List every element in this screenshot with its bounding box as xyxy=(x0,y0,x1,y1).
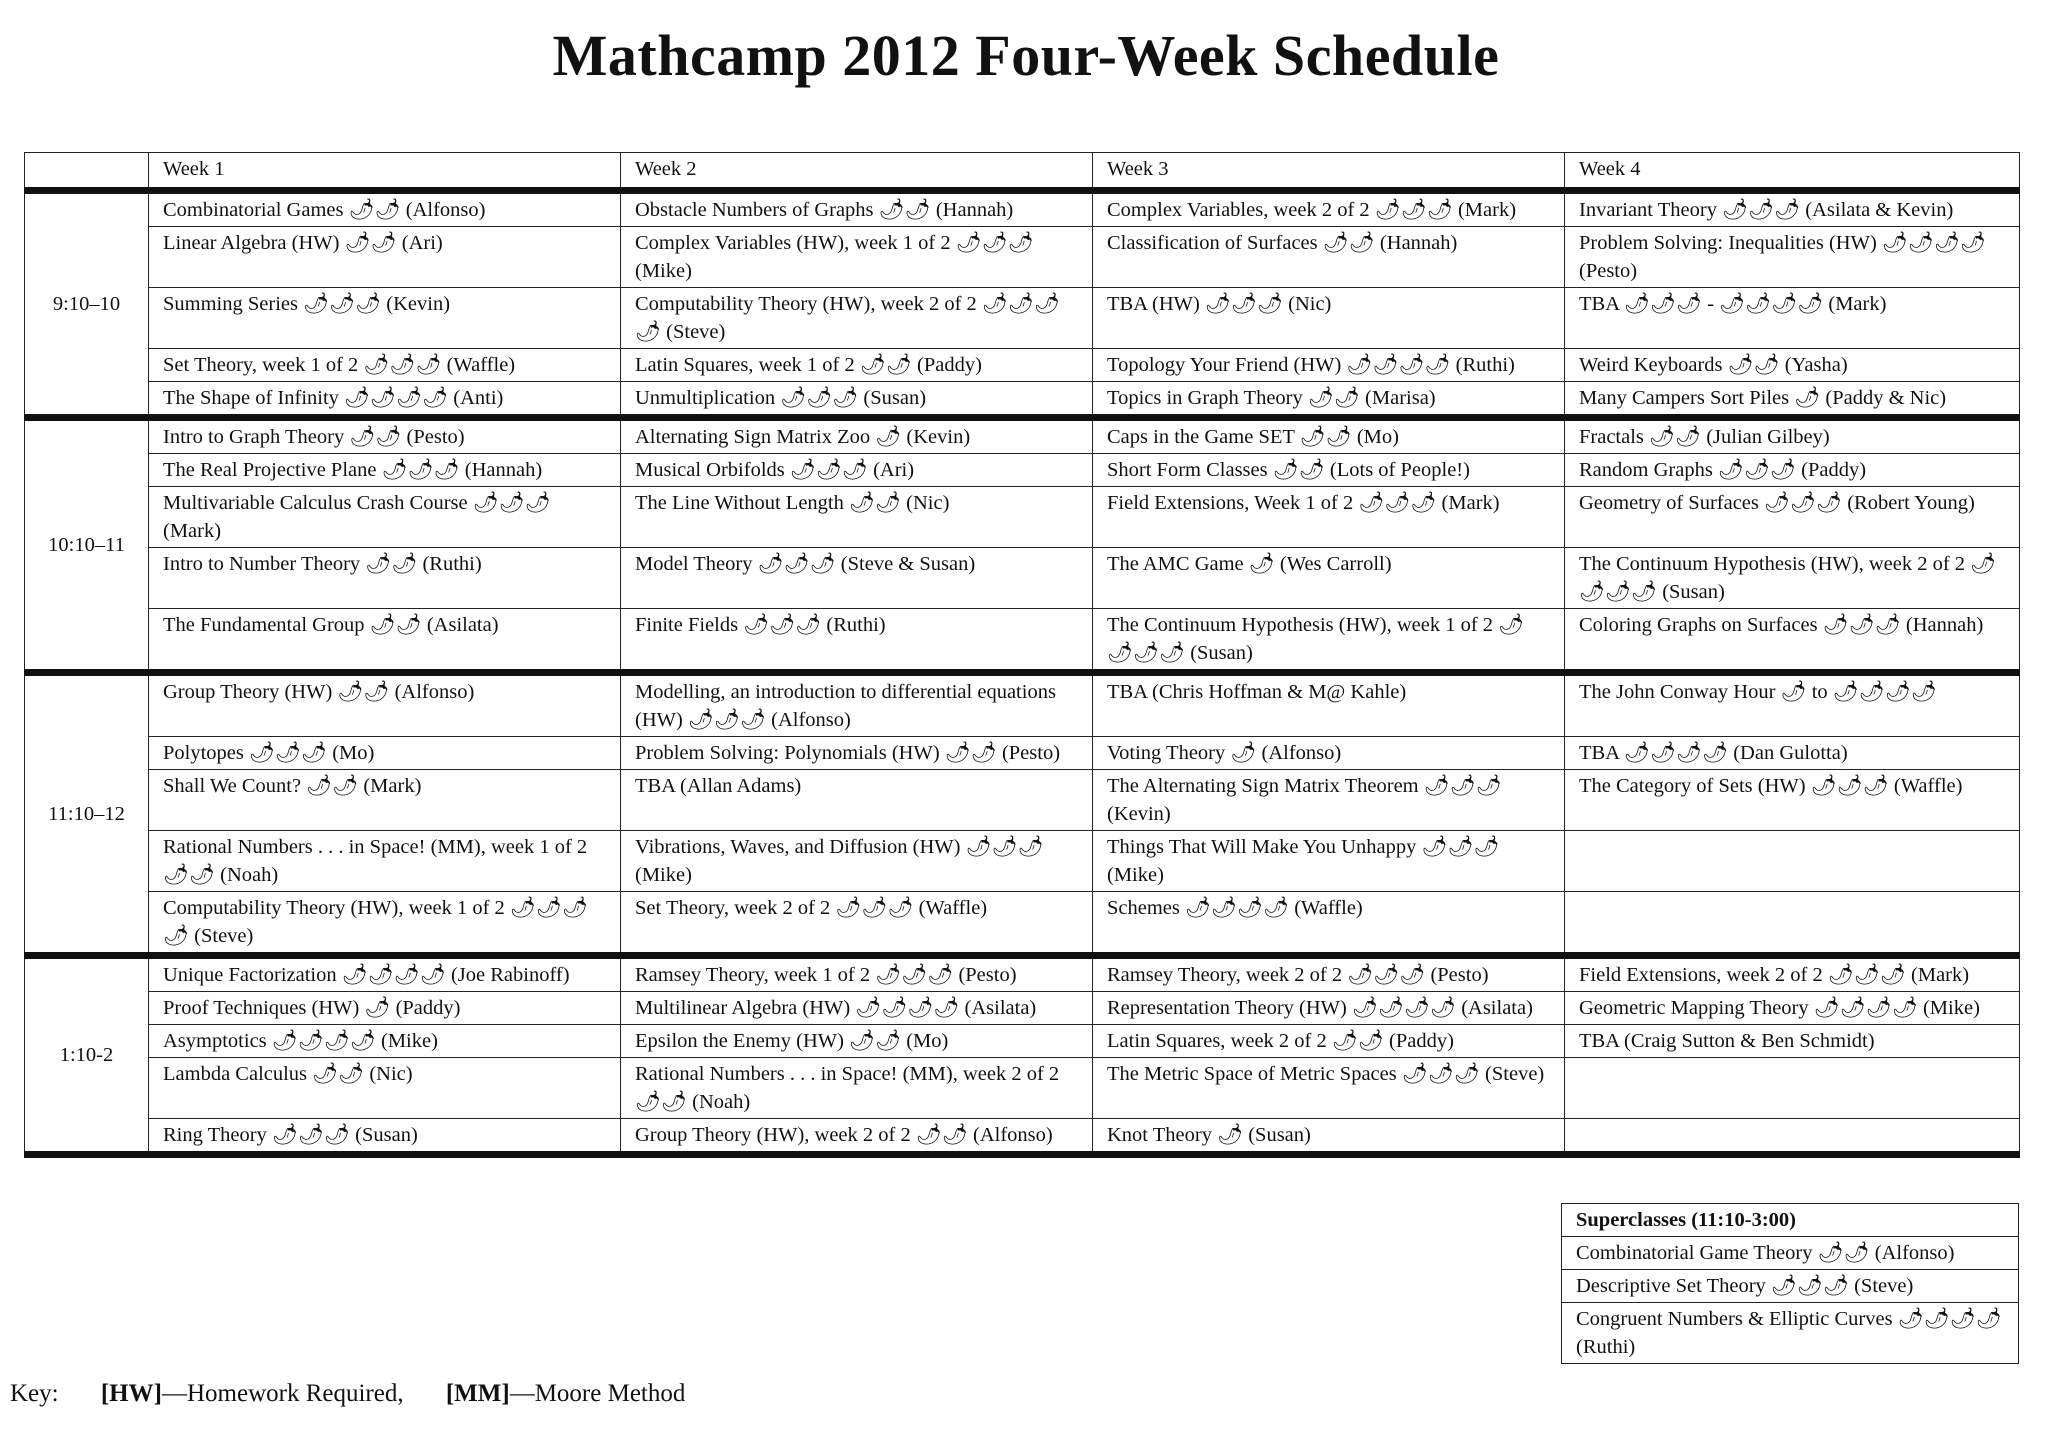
key-hw-abbr: [HW] xyxy=(100,1380,162,1407)
class-cell: TBA (Chris Hoffman & M@ Kahle) xyxy=(1093,673,1565,737)
class-cell: Computability Theory (HW), week 1 of 2 🌶🌶🌶🌶 (Steve) xyxy=(149,892,621,956)
time-slot-label: 1:10-2 xyxy=(25,956,149,1155)
class-cell: Coloring Graphs on Surfaces 🌶🌶🌶 (Hannah) xyxy=(1565,609,2020,673)
class-cell: Weird Keyboards 🌶🌶 (Yasha) xyxy=(1565,349,2020,382)
class-cell: The Category of Sets (HW) 🌶🌶🌶 (Waffle) xyxy=(1565,770,2020,831)
schedule-row xyxy=(25,487,2020,548)
class-cell: Classification of Surfaces 🌶🌶 (Hannah) xyxy=(1093,227,1565,288)
class-cell: TBA (Allan Adams) xyxy=(621,770,1093,831)
class-cell: The Continuum Hypothesis (HW), week 2 of 2 🌶🌶🌶🌶 (Susan) xyxy=(1565,548,2020,609)
class-cell: Problem Solving: Inequalities (HW) 🌶🌶🌶🌶 (Pesto) xyxy=(1565,227,2020,288)
class-cell: TBA 🌶🌶🌶🌶 (Dan Gulotta) xyxy=(1565,737,2020,770)
schedule-body xyxy=(25,153,2020,1155)
class-cell: TBA 🌶🌶🌶 - 🌶🌶🌶🌶 (Mark) xyxy=(1565,288,2020,349)
key-mm-abbr: [MM] xyxy=(445,1380,510,1407)
class-cell: Geometry of Surfaces 🌶🌶🌶 (Robert Young) xyxy=(1565,487,2020,548)
class-cell: Finite Fields 🌶🌶🌶 (Ruthi) xyxy=(621,609,1093,673)
class-cell: The Shape of Infinity 🌶🌶🌶🌶 (Anti) xyxy=(149,382,621,418)
class-cell: Group Theory (HW), week 2 of 2 🌶🌶 (Alfonso) xyxy=(621,1119,1093,1155)
class-cell: Model Theory 🌶🌶🌶 (Steve & Susan) xyxy=(621,548,1093,609)
superclass-item: Descriptive Set Theory 🌶🌶🌶 (Steve) xyxy=(1562,1270,2019,1303)
schedule-row xyxy=(25,892,2020,956)
class-cell: TBA (Craig Sutton & Ben Schmidt) xyxy=(1565,1025,2020,1058)
class-cell: Epsilon the Enemy (HW) 🌶🌶 (Mo) xyxy=(621,1025,1093,1058)
class-cell xyxy=(1565,1058,2020,1119)
class-cell: Obstacle Numbers of Graphs 🌶🌶 (Hannah) xyxy=(621,191,1093,227)
schedule-row xyxy=(25,288,2020,349)
week-header: Week 2 xyxy=(621,153,1093,191)
class-cell: Polytopes 🌶🌶🌶 (Mo) xyxy=(149,737,621,770)
class-cell: Intro to Graph Theory 🌶🌶 (Pesto) xyxy=(149,418,621,454)
class-cell: Voting Theory 🌶 (Alfonso) xyxy=(1093,737,1565,770)
class-cell: Problem Solving: Polynomials (HW) 🌶🌶 (Pesto) xyxy=(621,737,1093,770)
class-cell: Latin Squares, week 2 of 2 🌶🌶 (Paddy) xyxy=(1093,1025,1565,1058)
schedule-row xyxy=(25,1058,2020,1119)
schedule-row xyxy=(25,1119,2020,1155)
class-cell: Set Theory, week 2 of 2 🌶🌶🌶 (Waffle) xyxy=(621,892,1093,956)
class-cell: Lambda Calculus 🌶🌶 (Nic) xyxy=(149,1058,621,1119)
class-cell: Ramsey Theory, week 1 of 2 🌶🌶🌶 (Pesto) xyxy=(621,956,1093,992)
class-cell xyxy=(1565,831,2020,892)
class-cell: Ramsey Theory, week 2 of 2 🌶🌶🌶 (Pesto) xyxy=(1093,956,1565,992)
class-cell: The John Conway Hour 🌶 to 🌶🌶🌶🌶 xyxy=(1565,673,2020,737)
class-cell: Proof Techniques (HW) 🌶 (Paddy) xyxy=(149,992,621,1025)
class-cell: Combinatorial Games 🌶🌶 (Alfonso) xyxy=(149,191,621,227)
class-cell: Field Extensions, week 2 of 2 🌶🌶🌶 (Mark) xyxy=(1565,956,2020,992)
class-cell: Rational Numbers . . . in Space! (MM), week 1 of 2 🌶🌶 (Noah) xyxy=(149,831,621,892)
class-cell: The Line Without Length 🌶🌶 (Nic) xyxy=(621,487,1093,548)
class-cell: Complex Variables, week 2 of 2 🌶🌶🌶 (Mark) xyxy=(1093,191,1565,227)
class-cell: Random Graphs 🌶🌶🌶 (Paddy) xyxy=(1565,454,2020,487)
class-cell xyxy=(1565,1119,2020,1155)
class-cell: Caps in the Game SET 🌶🌶 (Mo) xyxy=(1093,418,1565,454)
class-cell: Computability Theory (HW), week 2 of 2 🌶🌶🌶🌶 (Steve) xyxy=(621,288,1093,349)
class-cell: Summing Series 🌶🌶🌶 (Kevin) xyxy=(149,288,621,349)
time-slot-label: 10:10–11 xyxy=(25,418,149,673)
class-cell: Musical Orbifolds 🌶🌶🌶 (Ari) xyxy=(621,454,1093,487)
schedule-row xyxy=(25,831,2020,892)
schedule-row xyxy=(25,737,2020,770)
class-cell: The Alternating Sign Matrix Theorem 🌶🌶🌶 (Kevin) xyxy=(1093,770,1565,831)
week-header-row xyxy=(25,153,2020,191)
class-cell: The Metric Space of Metric Spaces 🌶🌶🌶 (Steve) xyxy=(1093,1058,1565,1119)
time-slot-label: 11:10–12 xyxy=(25,673,149,956)
class-cell: Things That Will Make You Unhappy 🌶🌶🌶 (Mike) xyxy=(1093,831,1565,892)
class-cell: Geometric Mapping Theory 🌶🌶🌶🌶 (Mike) xyxy=(1565,992,2020,1025)
schedule-row xyxy=(25,992,2020,1025)
class-cell: Latin Squares, week 1 of 2 🌶🌶 (Paddy) xyxy=(621,349,1093,382)
class-cell: TBA (HW) 🌶🌶🌶 (Nic) xyxy=(1093,288,1565,349)
class-cell xyxy=(1565,892,2020,956)
class-cell: Fractals 🌶🌶 (Julian Gilbey) xyxy=(1565,418,2020,454)
schedule-row xyxy=(25,1025,2020,1058)
schedule-row xyxy=(25,349,2020,382)
class-cell: Multilinear Algebra (HW) 🌶🌶🌶🌶 (Asilata) xyxy=(621,992,1093,1025)
schedule-row xyxy=(25,770,2020,831)
class-cell: Topics in Graph Theory 🌶🌶 (Marisa) xyxy=(1093,382,1565,418)
corner-cell xyxy=(25,153,149,191)
class-cell: Schemes 🌶🌶🌶🌶 (Waffle) xyxy=(1093,892,1565,956)
class-cell: The AMC Game 🌶 (Wes Carroll) xyxy=(1093,548,1565,609)
class-cell: Unique Factorization 🌶🌶🌶🌶 (Joe Rabinoff) xyxy=(149,956,621,992)
class-cell: Ring Theory 🌶🌶🌶 (Susan) xyxy=(149,1119,621,1155)
key-hw-text: —Homework Required, xyxy=(161,1380,404,1407)
schedule-row xyxy=(25,956,2020,992)
schedule-row xyxy=(25,191,2020,227)
class-cell: Topology Your Friend (HW) 🌶🌶🌶🌶 (Ruthi) xyxy=(1093,349,1565,382)
class-cell: Alternating Sign Matrix Zoo 🌶 (Kevin) xyxy=(621,418,1093,454)
superclass-item: Combinatorial Game Theory 🌶🌶 (Alfonso) xyxy=(1562,1237,2019,1270)
schedule-row xyxy=(25,227,2020,288)
class-cell: Rational Numbers . . . in Space! (MM), week 2 of 2 🌶🌶 (Noah) xyxy=(621,1058,1093,1119)
class-cell: Intro to Number Theory 🌶🌶 (Ruthi) xyxy=(149,548,621,609)
class-cell: Group Theory (HW) 🌶🌶 (Alfonso) xyxy=(149,673,621,737)
class-cell: Knot Theory 🌶 (Susan) xyxy=(1093,1119,1565,1155)
page-title: Mathcamp 2012 Four-Week Schedule xyxy=(552,23,1500,88)
schedule-row xyxy=(25,673,2020,737)
class-cell: Unmultiplication 🌶🌶🌶 (Susan) xyxy=(621,382,1093,418)
schedule-row xyxy=(25,454,2020,487)
key-mm-text: —Moore Method xyxy=(509,1380,686,1407)
class-cell: The Real Projective Plane 🌶🌶🌶 (Hannah) xyxy=(149,454,621,487)
class-cell: Shall We Count? 🌶🌶 (Mark) xyxy=(149,770,621,831)
time-slot-label: 9:10–10 xyxy=(25,191,149,418)
schedule-row xyxy=(25,548,2020,609)
class-cell: Set Theory, week 1 of 2 🌶🌶🌶 (Waffle) xyxy=(149,349,621,382)
class-cell: Multivariable Calculus Crash Course 🌶🌶🌶 (Mark) xyxy=(149,487,621,548)
class-cell: Asymptotics 🌶🌶🌶🌶 (Mike) xyxy=(149,1025,621,1058)
key-label: Key: xyxy=(10,1380,59,1407)
superclass-item: Congruent Numbers & Elliptic Curves 🌶🌶🌶🌶 (Ruthi) xyxy=(1562,1303,2019,1364)
class-cell: The Continuum Hypothesis (HW), week 1 of 2 🌶🌶🌶🌶 (Susan) xyxy=(1093,609,1565,673)
class-cell: Modelling, an introduction to differential equations (HW) 🌶🌶🌶 (Alfonso) xyxy=(621,673,1093,737)
week-header: Week 3 xyxy=(1093,153,1565,191)
week-header: Week 4 xyxy=(1565,153,2020,191)
class-cell: Representation Theory (HW) 🌶🌶🌶🌶 (Asilata) xyxy=(1093,992,1565,1025)
class-cell: Vibrations, Waves, and Diffusion (HW) 🌶🌶🌶 (Mike) xyxy=(621,831,1093,892)
superclasses-heading: Superclasses (11:10-3:00) xyxy=(1562,1204,2019,1237)
schedule-row xyxy=(25,609,2020,673)
schedule-row xyxy=(25,382,2020,418)
class-cell: Short Form Classes 🌶🌶 (Lots of People!) xyxy=(1093,454,1565,487)
week-header: Week 1 xyxy=(149,153,621,191)
schedule-table xyxy=(24,152,2020,1158)
legend-key xyxy=(10,1380,685,1408)
class-cell: Invariant Theory 🌶🌶🌶 (Asilata & Kevin) xyxy=(1565,191,2020,227)
class-cell: Field Extensions, Week 1 of 2 🌶🌶🌶 (Mark) xyxy=(1093,487,1565,548)
class-cell: Linear Algebra (HW) 🌶🌶 (Ari) xyxy=(149,227,621,288)
schedule-row xyxy=(25,418,2020,454)
class-cell: Complex Variables (HW), week 1 of 2 🌶🌶🌶 (Mike) xyxy=(621,227,1093,288)
class-cell: Many Campers Sort Piles 🌶 (Paddy & Nic) xyxy=(1565,382,2020,418)
class-cell: The Fundamental Group 🌶🌶 (Asilata) xyxy=(149,609,621,673)
superclasses-table xyxy=(1561,1203,2019,1364)
